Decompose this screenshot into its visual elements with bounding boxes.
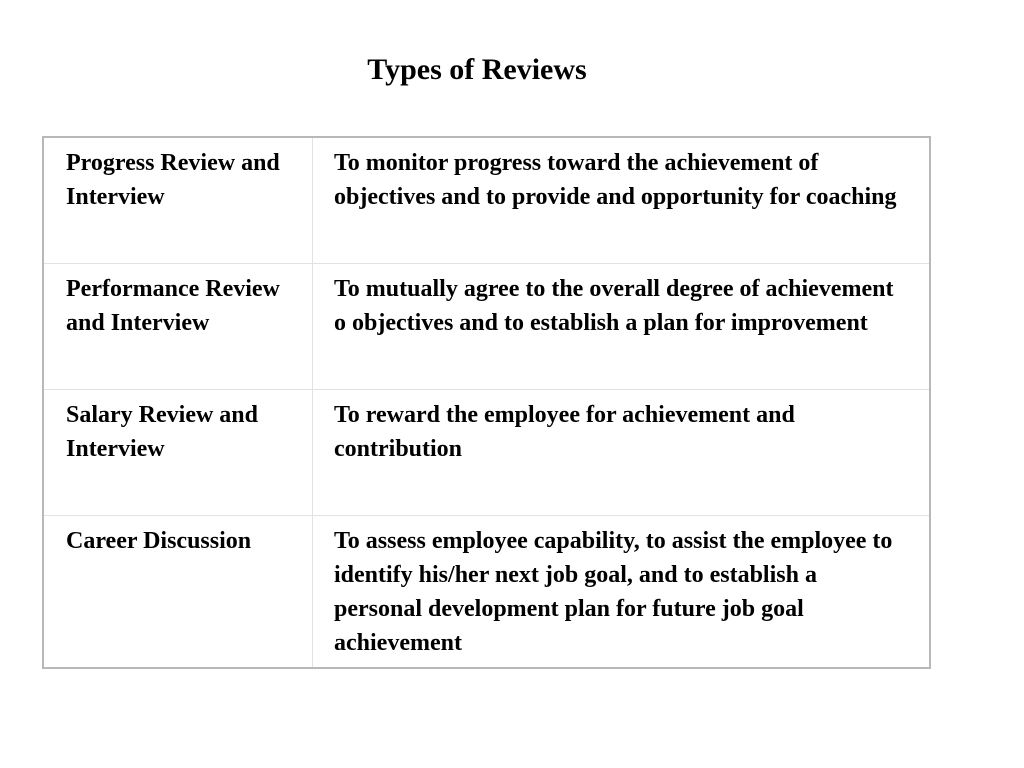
review-purpose-cell: To mutually agree to the overall degree of achievement o objectives and to establish a plan for improvement	[313, 264, 931, 390]
review-type-cell: Progress Review and Interview	[43, 137, 313, 264]
review-purpose-cell: To reward the employee for achievement and contribution	[313, 390, 931, 516]
table-row	[43, 516, 930, 669]
review-type-cell: Performance Review and Interview	[43, 264, 313, 390]
table-row	[43, 264, 930, 390]
table-row	[43, 137, 930, 264]
table-row	[43, 390, 930, 516]
review-type-cell: Salary Review and Interview	[43, 390, 313, 516]
review-types-table	[42, 136, 931, 669]
review-purpose-cell: To monitor progress toward the achievement of objectives and to provide and opportunity for coaching	[334, 150, 897, 210]
slide-title: Types of Reviews	[367, 53, 587, 86]
review-type-cell: Career Discussion	[43, 516, 313, 669]
review-purpose-cell: To assess employee capability, to assist the employee to identify his/her next job goal, and to establish a personal development plan for future job goal achievement	[313, 516, 931, 669]
